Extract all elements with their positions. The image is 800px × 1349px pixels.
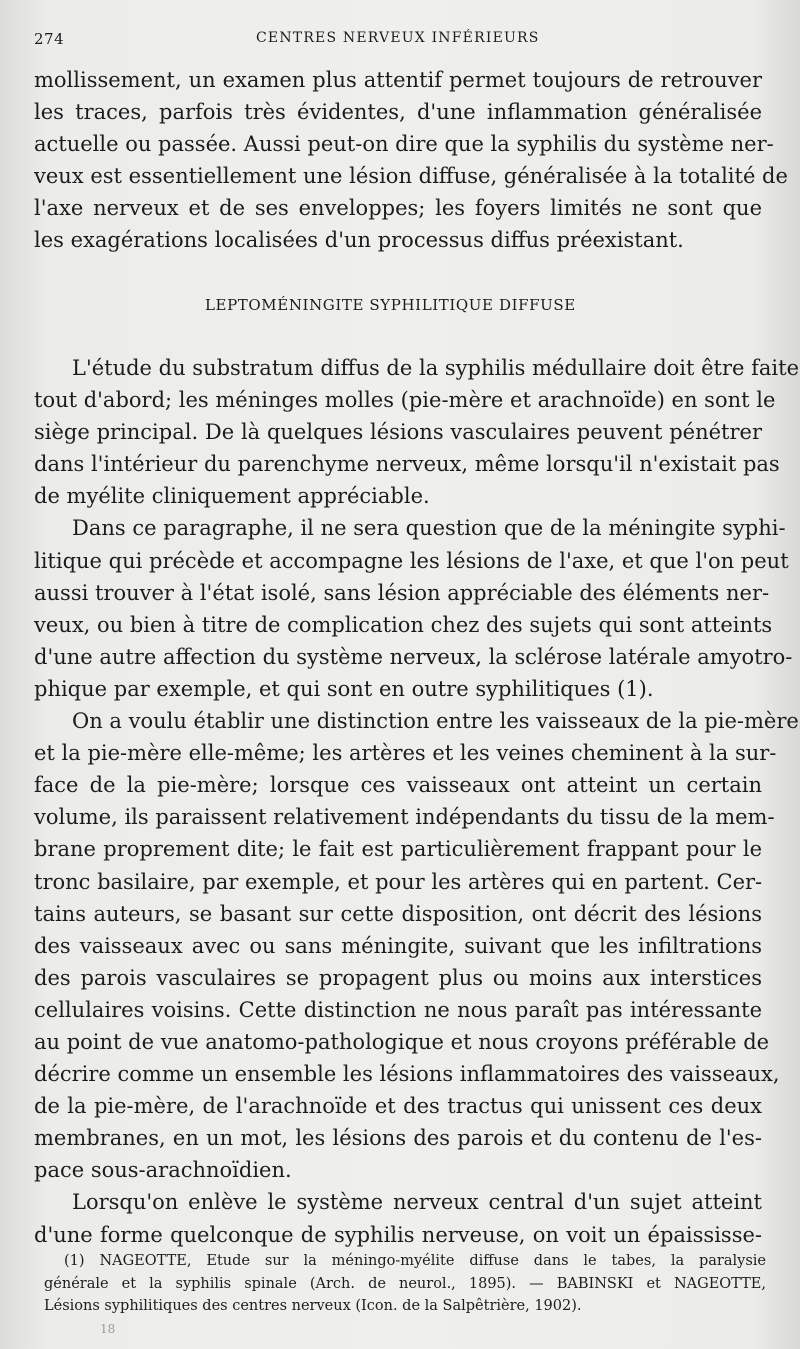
text-line: brane proprement dite; le fait est particulièrement frappant pour le	[34, 837, 762, 862]
text-line: de myélite cliniquement appréciable.	[34, 484, 430, 509]
text-line: dans l'intérieur du parenchyme nerveux, même lorsqu'il n'existait pas	[34, 452, 780, 477]
text-line: des parois vasculaires se propagent plus ou moins aux interstices	[34, 965, 762, 990]
text-line: On a voulu établir une distinction entre les vaisseaux de la pie-mère	[72, 709, 799, 734]
text-line: pace sous-arachnoïdien.	[34, 1158, 292, 1183]
text-line: décrire comme un ensemble les lésions inflammatoires des vaisseaux,	[34, 1062, 780, 1087]
text-line: siège principal. De là quelques lésions vasculaires peuvent pénétrer	[34, 420, 762, 445]
text-line: d'une autre affection du système nerveux, la sclérose latérale amyotro-	[34, 644, 793, 669]
text-line: actuelle ou passée. Aussi peut-on dire que la syphilis du système ner-	[34, 132, 774, 157]
text-line: et la pie-mère elle-même; les artères et les veines cheminent à la sur-	[34, 741, 777, 766]
text-line: litique qui précède et accompagne les lésions de l'axe, et que l'on peut	[34, 548, 789, 573]
text-line: cellulaires voisins. Cette distinction ne nous paraît pas intéressante	[34, 997, 762, 1022]
section-body	[34, 352, 800, 1251]
footnote	[44, 1250, 766, 1318]
text-line: les traces, parfois très évidentes, d'une inflammation généralisée	[34, 100, 762, 125]
text-line: les exagérations localisées d'un processus diffus préexistant.	[34, 228, 684, 253]
text-line: de la pie-mère, de l'arachnoïde et des tractus qui unissent ces deux	[34, 1094, 762, 1119]
intro-paragraph	[34, 64, 788, 257]
footnote-line: générale et la syphilis spinale (Arch. de neurol., 1895). — BABINSKI et NAGEOTTE,	[44, 1275, 766, 1292]
text-line: aussi trouver à l'état isolé, sans lésion appréciable des éléments ner-	[34, 580, 770, 605]
text-line: au point de vue anatomo-pathologique et nous croyons préférable de	[34, 1029, 770, 1054]
text-line: face de la pie-mère; lorsque ces vaisseaux ont atteint un certain	[34, 773, 762, 798]
text-line: L'étude du substratum diffus de la syphilis médullaire doit être faite	[72, 356, 800, 380]
text-line: veux est essentiellement une lésion diffuse, généralisée à la totalité de	[34, 164, 788, 189]
text-line: tronc basilaire, par exemple, et pour les artères qui en partent. Cer-	[34, 869, 763, 894]
text-line: d'une forme quelconque de syphilis nerveuse, on voit un épaississe-	[34, 1222, 762, 1247]
folio-mark: 18	[100, 1322, 116, 1336]
text-line: mollissement, un examen plus attentif permet toujours de retrouver	[34, 68, 762, 92]
text-line: volume, ils paraissent relativement indépendants du tissu de la mem-	[34, 805, 775, 830]
page-number: 274	[34, 30, 65, 48]
text-line: l'axe nerveux et de ses enveloppes; les foyers limités ne sont que	[34, 196, 762, 221]
section-title: LEPTOMÉNINGITE SYPHILITIQUE DIFFUSE	[205, 296, 576, 314]
footnote-line: Lésions syphilitiques des centres nerveux (Icon. de la Salpêtrière, 1902).	[44, 1298, 582, 1314]
text-line: des vaisseaux avec ou sans méningite, suivant que les infiltrations	[34, 933, 762, 958]
text-line: tout d'abord; les méninges molles (pie-mère et arachnoïde) en sont le	[34, 388, 776, 413]
text-line: veux, ou bien à titre de complication chez des sujets qui sont atteints	[34, 612, 773, 637]
text-line: membranes, en un mot, les lésions des parois et du contenu de l'es-	[34, 1126, 762, 1151]
text-line: tains auteurs, se basant sur cette disposition, ont décrit des lésions	[34, 901, 762, 926]
text-line: Dans ce paragraphe, il ne sera question que de la méningite syphi-	[72, 516, 786, 541]
text-line: Lorsqu'on enlève le système nerveux central d'un sujet atteint	[72, 1190, 762, 1215]
text-line: phique par exemple, et qui sont en outre syphilitiques (1).	[34, 676, 654, 701]
page-header	[34, 30, 764, 54]
running-head: CENTRES NERVEUX INFÉRIEURS	[256, 30, 540, 46]
footnote-line: (1) NAGEOTTE, Etude sur la méningo-myélite diffuse dans le tabes, la paralysie	[64, 1253, 766, 1269]
